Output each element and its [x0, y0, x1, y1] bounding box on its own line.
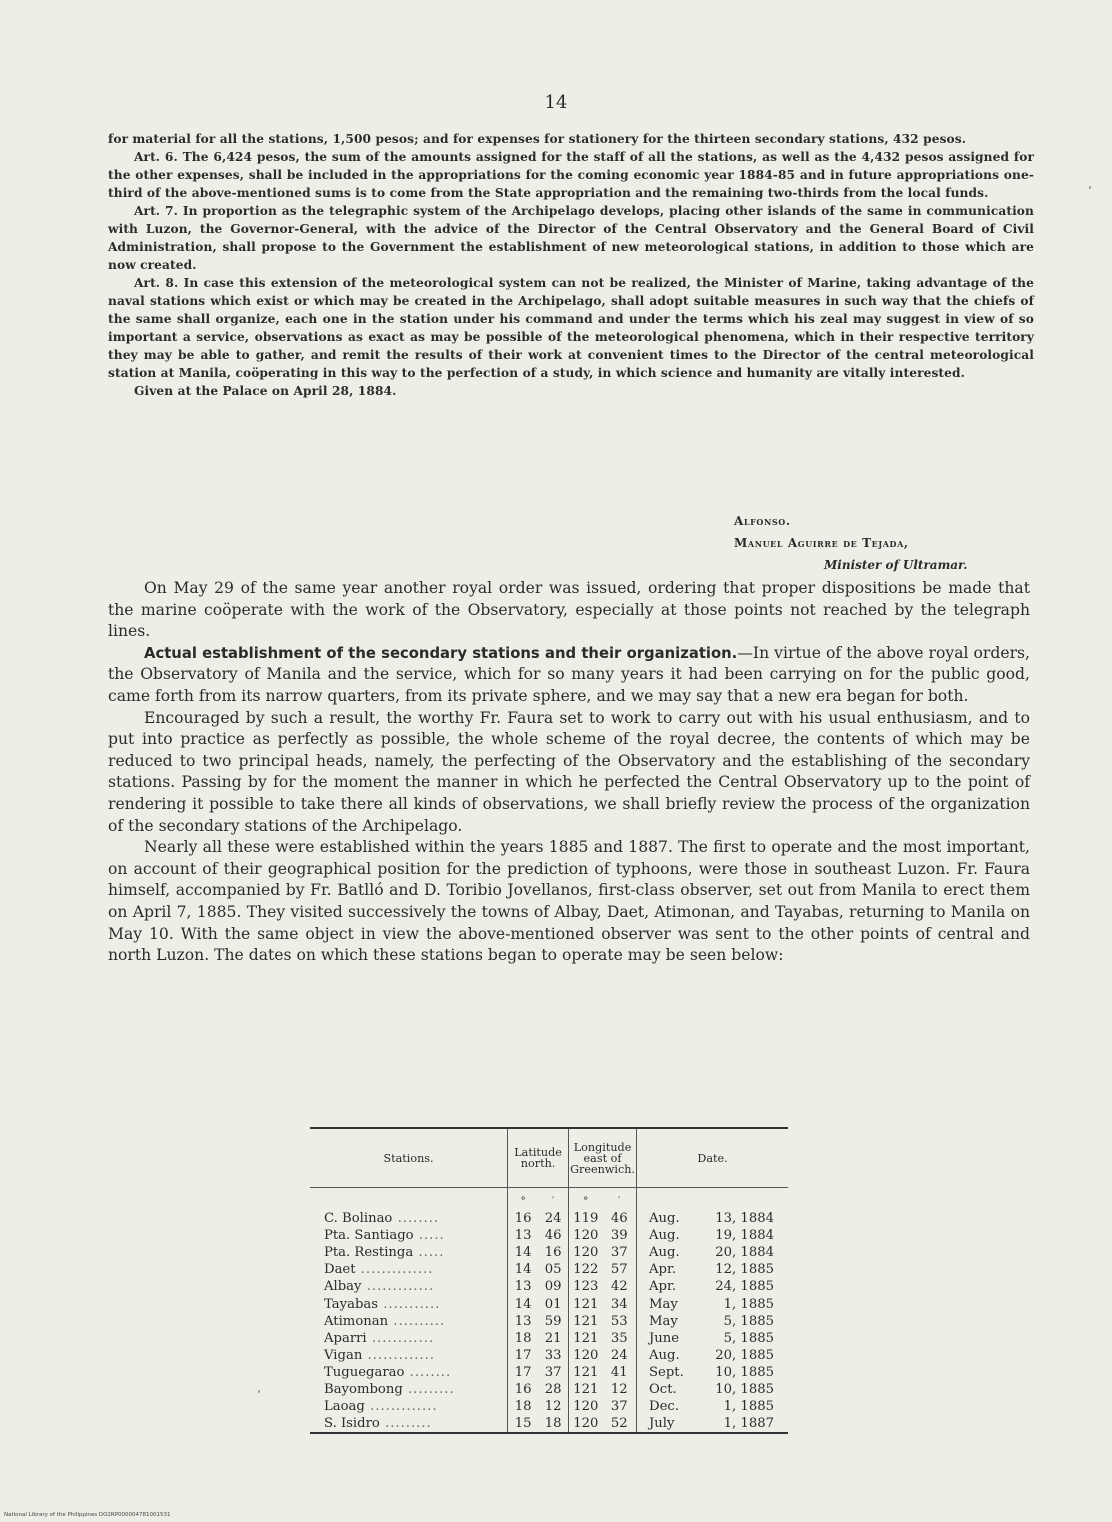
lat-degree-unit: ° — [508, 1188, 539, 1211]
date-month: May — [637, 1313, 690, 1330]
date-day-year: 5, 1885 — [723, 1313, 774, 1329]
dot-leader: ......... — [402, 1381, 455, 1397]
date-month: Aug. — [637, 1227, 690, 1244]
date-month: Aug. — [637, 1244, 690, 1261]
longitude-degrees: 121 — [569, 1313, 603, 1330]
date-day-year: 13, 1884 — [715, 1211, 774, 1227]
table-row — [310, 1227, 788, 1244]
station-name: Albay ............. — [324, 1279, 435, 1295]
date-month: June — [637, 1330, 690, 1347]
longitude-minutes: 52 — [610, 1416, 628, 1432]
dot-leader: ............. — [364, 1399, 438, 1415]
page-speck — [1089, 186, 1091, 189]
latitude-degrees: 14 — [508, 1295, 539, 1312]
signature-minister-title: Minister of Ultramar. — [824, 558, 968, 572]
dot-leader: ......... — [379, 1416, 432, 1432]
section-heading: Actual establishment of the secondary stations and their organization. — [144, 644, 738, 662]
lon-degree-unit: ° — [569, 1188, 603, 1211]
longitude-degrees: 121 — [569, 1364, 603, 1381]
article-8: Art. 8. In case this extension of the meteorological system can not be realized, the Minister of Marine, taking advantage of the naval stations which exist or which may be created in the Archipelago, shall adopt suitable measures in such way that the chiefs of the same shall organize, each one in the station under his command and under the terms which his zeal may suggest in view of so important a service, observations as exact as may be possible of the meteorological phenomena, which in their respective territory they may be able to gather, and remit the results of their work at convenient times to the Director of the central meteorological station at Manila, coöperating in this way to the perfection of a study, in which science and humanity are vitally interested. — [108, 276, 1034, 380]
date-day-year: 1, 1887 — [723, 1416, 774, 1432]
dot-leader: ........ — [392, 1211, 440, 1227]
latitude-degrees: 16 — [508, 1210, 539, 1227]
latitude-degrees: 14 — [508, 1244, 539, 1261]
table-row — [310, 1278, 788, 1295]
date-day-year: 10, 1885 — [715, 1364, 774, 1380]
page-speck — [258, 1390, 260, 1393]
dot-leader: ............. — [361, 1279, 435, 1295]
latitude-minutes: 24 — [544, 1211, 562, 1227]
dot-leader: ............. — [362, 1347, 435, 1363]
latitude-minutes: 05 — [544, 1262, 562, 1278]
longitude-minutes: 53 — [610, 1313, 628, 1329]
article-6: Art. 6. The 6,424 pesos, the sum of the amounts assigned for the staff of all the stations, as well as the 4,432 pesos assigned for the other expenses, shall be included in the appropriations for the coming economic year 1884-85 and in future appropriations one-third of the above-mentioned sums is to come from the State appropriation and the remaining two-thirds from the local funds. — [108, 150, 1034, 200]
table-row — [310, 1330, 788, 1347]
latitude-minutes: 46 — [544, 1228, 562, 1244]
library-footer: National Library of the Philippines DO2RP000004781001531 — [4, 1512, 171, 1518]
date-month: Aug. — [637, 1210, 690, 1227]
body-text — [108, 578, 1030, 967]
date-day-year: 24, 1885 — [715, 1279, 774, 1295]
dot-leader: .............. — [355, 1262, 434, 1278]
longitude-minutes: 41 — [610, 1364, 628, 1380]
date-month: Oct. — [637, 1381, 690, 1398]
longitude-degrees: 120 — [569, 1415, 603, 1433]
latitude-minutes: 59 — [544, 1313, 562, 1329]
table-row — [310, 1244, 788, 1261]
longitude-degrees: 120 — [569, 1398, 603, 1415]
latitude-degrees: 14 — [508, 1261, 539, 1278]
lon-minute-unit: ′ — [618, 1196, 621, 1207]
station-name: Aparri ............ — [324, 1330, 435, 1346]
latitude-minutes: 16 — [544, 1245, 562, 1261]
station-name: Daet .............. — [324, 1262, 434, 1278]
dot-leader: ..... — [413, 1245, 445, 1261]
signature-minister-name: Manuel Aguirre de Tejada, — [734, 536, 909, 550]
longitude-minutes: 37 — [610, 1245, 628, 1261]
table-row — [310, 1313, 788, 1330]
longitude-minutes: 42 — [610, 1279, 628, 1295]
date-day-year: 5, 1885 — [723, 1330, 774, 1346]
table-row — [310, 1381, 788, 1398]
header-latitude: Latitude north. — [508, 1128, 569, 1188]
date-month: Apr. — [637, 1261, 690, 1278]
date-day-year: 12, 1885 — [715, 1262, 774, 1278]
station-name: Pta. Santiago ..... — [324, 1228, 445, 1244]
longitude-minutes: 24 — [610, 1347, 628, 1363]
stations-table — [310, 1127, 788, 1434]
dot-leader: ........ — [404, 1364, 452, 1380]
longitude-degrees: 121 — [569, 1295, 603, 1312]
latitude-degrees: 13 — [508, 1313, 539, 1330]
date-month: Sept. — [637, 1364, 690, 1381]
latitude-degrees: 13 — [508, 1227, 539, 1244]
station-name: Tuguegarao ........ — [324, 1364, 452, 1380]
date-month: Aug. — [637, 1347, 690, 1364]
station-name: Atimonan .......... — [324, 1313, 446, 1329]
decree-text — [108, 130, 1034, 400]
longitude-degrees: 122 — [569, 1261, 603, 1278]
table-row — [310, 1415, 788, 1433]
dot-leader: ..... — [413, 1228, 445, 1244]
longitude-minutes: 34 — [610, 1296, 628, 1312]
date-day-year: 19, 1884 — [715, 1228, 774, 1244]
station-name: Vigan ............. — [324, 1347, 435, 1363]
date-day-year: 20, 1884 — [715, 1245, 774, 1261]
units-row — [310, 1188, 788, 1211]
latitude-degrees: 17 — [508, 1347, 539, 1364]
longitude-minutes: 46 — [610, 1211, 628, 1227]
latitude-degrees: 13 — [508, 1278, 539, 1295]
latitude-minutes: 37 — [544, 1364, 562, 1380]
body-paragraph-2 — [108, 643, 1030, 708]
longitude-degrees: 120 — [569, 1347, 603, 1364]
longitude-degrees: 120 — [569, 1244, 603, 1261]
given-at-line: Given at the Palace on April 28, 1884. — [134, 384, 397, 398]
longitude-degrees: 121 — [569, 1330, 603, 1347]
date-month: Apr. — [637, 1278, 690, 1295]
page-number: 14 — [544, 92, 568, 113]
table-row — [310, 1364, 788, 1381]
longitude-minutes: 39 — [610, 1228, 628, 1244]
station-name: Laoag ............. — [324, 1399, 438, 1415]
longitude-degrees: 121 — [569, 1381, 603, 1398]
header-longitude: Longitude east of Greenwich. — [569, 1128, 637, 1188]
date-day-year: 1, 1885 — [723, 1296, 774, 1312]
longitude-degrees: 120 — [569, 1227, 603, 1244]
table-row — [310, 1261, 788, 1278]
header-date: Date. — [637, 1128, 789, 1188]
date-day-year: 1, 1885 — [723, 1399, 774, 1415]
latitude-minutes: 09 — [544, 1279, 562, 1295]
latitude-minutes: 18 — [544, 1416, 562, 1432]
lat-minute-unit: ′ — [551, 1196, 555, 1207]
longitude-minutes: 37 — [610, 1399, 628, 1415]
station-name: Pta. Restinga ..... — [324, 1245, 445, 1261]
body-paragraph-3: Encouraged by such a result, the worthy Fr. Faura set to work to carry out with his usual enthusiasm, and to put into practice as perfectly as possible, the whole scheme of the royal decree, the contents of which may be reduced to two principal heads, namely, the perfecting of the Observatory and the establishing of the secondary stations. Passing by for the moment the manner in which he perfected the Central Observatory up to the point of rendering it possible to take there all kinds of observations, we shall briefly review the process of the organization of the secondary stations of the Archipelago. — [108, 708, 1030, 835]
body-paragraph-4: Nearly all these were established within the years 1885 and 1887. The first to operate and the most important, on account of their geographical position for the prediction of typhoons, were those in southeast Luzon. Fr. Faura himself, accompanied by Fr. Batlló and D. Toribio Jovellanos, first-class observer, set out from Manila to erect them on April 7, 1885. They visited successively the towns of Albay, Daet, Atimonan, and Tayabas, returning to Manila on May 10. With the same object in view the above-mentioned observer was sent to the other points of central and north Luzon. The dates on which these stations began to operate may be seen below: — [108, 838, 1030, 965]
latitude-minutes: 21 — [544, 1330, 562, 1346]
latitude-minutes: 12 — [544, 1399, 562, 1415]
dot-leader: ............ — [366, 1330, 435, 1346]
latitude-degrees: 18 — [508, 1330, 539, 1347]
latitude-minutes: 33 — [544, 1347, 562, 1363]
table-row — [310, 1398, 788, 1415]
dot-leader: .......... — [388, 1313, 446, 1329]
longitude-minutes: 57 — [610, 1262, 628, 1278]
longitude-minutes: 35 — [610, 1330, 628, 1346]
latitude-degrees: 18 — [508, 1398, 539, 1415]
signature-alfonso: Alfonso. — [734, 514, 791, 528]
station-name: S. Isidro ......... — [324, 1416, 432, 1432]
latitude-minutes: 01 — [544, 1296, 562, 1312]
latitude-degrees: 15 — [508, 1415, 539, 1433]
table-row — [310, 1347, 788, 1364]
decree-paragraph: for material for all the stations, 1,500 pesos; and for expenses for stationery for the thirteen secondary stations, 432 pesos. — [108, 132, 967, 146]
header-stations: Stations. — [310, 1128, 508, 1188]
table-row — [310, 1295, 788, 1312]
date-day-year: 20, 1885 — [715, 1347, 774, 1363]
article-7: Art. 7. In proportion as the telegraphic system of the Archipelago develops, placing other islands of the same in communication with Luzon, the Governor-General, with the advice of the Director of the Central Observatory and the General Board of Civil Administration, shall propose to the Government the establishment of new meteorological stations, in addition to those which are now created. — [108, 204, 1034, 272]
body-paragraph-2-text: —In virtue of the above royal orders, the Observatory of Manila and the service, which for so many years it had been carrying on for the public good, came forth from its narrow quarters, from its private sphere, and we may say that a new era began for both. — [108, 643, 1030, 705]
date-month: July — [637, 1415, 690, 1433]
date-day-year: 10, 1885 — [715, 1381, 774, 1397]
table-row — [310, 1210, 788, 1227]
body-paragraph-1: On May 29 of the same year another royal order was issued, ordering that proper dispositions be made that the marine coöperate with the work of the Observatory, especially at those points not reached by the telegraph lines. — [108, 579, 1030, 641]
latitude-minutes: 28 — [544, 1381, 562, 1397]
date-month: May — [637, 1295, 690, 1312]
station-name: C. Bolinao ........ — [324, 1211, 440, 1227]
station-name: Tayabas ........... — [324, 1296, 441, 1312]
latitude-degrees: 17 — [508, 1364, 539, 1381]
longitude-degrees: 123 — [569, 1278, 603, 1295]
date-month: Dec. — [637, 1398, 690, 1415]
dot-leader: ........... — [378, 1296, 441, 1312]
station-name: Bayombong ......... — [324, 1381, 455, 1397]
latitude-degrees: 16 — [508, 1381, 539, 1398]
longitude-degrees: 119 — [569, 1210, 603, 1227]
longitude-minutes: 12 — [610, 1381, 628, 1397]
